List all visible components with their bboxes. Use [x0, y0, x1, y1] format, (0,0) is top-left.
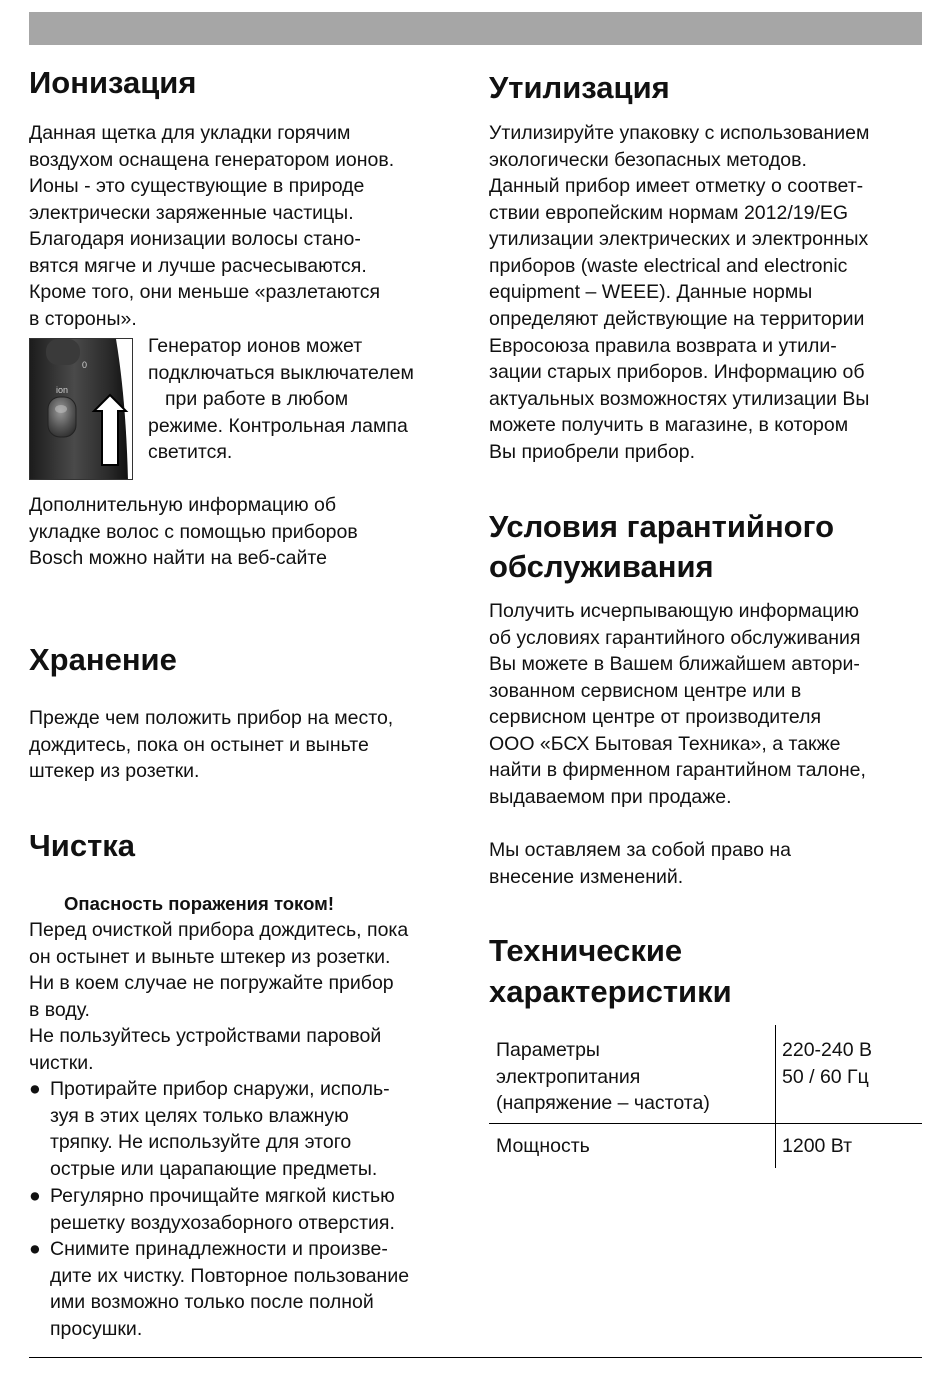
- heading-line: Условия гарантийного: [489, 509, 835, 544]
- text-line: сервисном центре от производителя: [489, 706, 822, 728]
- text-line: Получить исчерпывающую информацию: [489, 600, 859, 622]
- text-line: Вы приобрели прибор.: [489, 441, 696, 463]
- footer-rule: [29, 1357, 922, 1358]
- text-line: Благодаря ионизации волосы стано-: [29, 228, 361, 250]
- spec-value: 220-240 В: [782, 1039, 872, 1061]
- text-line: зации старых приборов. Информацию об: [489, 361, 865, 383]
- text-line: внесение изменений.: [489, 866, 684, 888]
- text-line: Вы можете в Вашем ближайшем автори-: [489, 653, 860, 675]
- text-line: светится.: [148, 441, 233, 463]
- text-line: вятся мягче и лучше расчесываются.: [29, 255, 367, 277]
- text-line: Дополнительную информацию об: [29, 494, 337, 516]
- spec-label: электропитания: [496, 1066, 641, 1088]
- spec-value: 1200 Вт: [782, 1135, 853, 1157]
- text-line: Bosch можно найти на веб-сайте: [29, 547, 327, 569]
- text-line: найти в фирменном гарантийном талоне,: [489, 759, 866, 781]
- text-line: ими возможно только после полной: [50, 1291, 374, 1313]
- spec-label: Параметры: [496, 1039, 600, 1061]
- text-line: зуя в этих целях только влажную: [50, 1105, 349, 1127]
- text-line: острые или царапающие предметы.: [50, 1158, 378, 1180]
- text-line: Перед очисткой прибора дождитесь, пока: [29, 919, 409, 941]
- text-line: тряпку. Не используйте для этого: [50, 1131, 352, 1153]
- text-line: актуальных возможностях утилизации Вы: [489, 388, 870, 410]
- spec-value: 50 / 60 Гц: [782, 1066, 869, 1088]
- power-mark: 0: [82, 360, 88, 370]
- text-line: Генератор ионов может: [148, 335, 363, 357]
- text-line: экологически безопасных методов.: [489, 149, 807, 171]
- text-line: режиме. Контрольная лампа: [148, 415, 408, 437]
- row-divider: [489, 1123, 922, 1124]
- text-line: equipment – WEEE). Данные нормы: [489, 281, 813, 303]
- text-line: электрически заряженные частицы.: [29, 202, 354, 224]
- text-line: дождитесь, пока он остынет и выньте: [29, 734, 369, 756]
- text-line: определяют действующие на территории: [489, 308, 865, 330]
- text-line: просушки.: [50, 1318, 143, 1340]
- text-line: Ни в коем случае не погружайте прибор: [29, 972, 394, 994]
- text-line: Снимите принадлежности и произве-: [50, 1238, 388, 1260]
- text-line: подключаться выключателем: [148, 362, 414, 384]
- hair-brush-handle-image: [30, 339, 133, 480]
- heading-line: обслуживания: [489, 549, 714, 584]
- text-line: Ионы - это существующие в природе: [29, 175, 365, 197]
- ion-label: ion: [56, 385, 69, 395]
- text-line: можете получить в магазине, в котором: [489, 414, 849, 436]
- text-line: Не пользуйтесь устройствами паровой: [29, 1025, 382, 1047]
- storage-title: Хранение: [29, 642, 177, 677]
- ion-switch-illustration: [29, 338, 133, 480]
- text-line: утилизации электрических и электронных: [489, 228, 869, 250]
- text-line: зованном сервисном центре или в: [489, 680, 802, 702]
- spec-label: (напряжение – частота): [496, 1092, 710, 1114]
- electric-shock-warning: Опасность поражения током!: [64, 893, 334, 914]
- spec-label: Мощность: [496, 1135, 590, 1157]
- text-line: выдаваемом при продаже.: [489, 786, 732, 808]
- column-divider: [775, 1025, 776, 1168]
- text-line: ООО «БСХ Бытовая Техника», а также: [489, 733, 841, 755]
- text-line: Прежде чем положить прибор на место,: [29, 707, 394, 729]
- text-line: штекер из розетки.: [29, 760, 200, 782]
- text-line: дите их чистку. Повторное пользование: [50, 1265, 410, 1287]
- text-line: об условиях гарантийного обслуживания: [489, 627, 861, 649]
- text-line: укладке волос с помощью приборов: [29, 521, 358, 543]
- text-line: ствии европейским нормам 2012/19/EG: [489, 202, 849, 224]
- text-line: при работе в любом: [165, 388, 349, 410]
- specs-table: [489, 1025, 922, 1168]
- ionization-title: Ионизация: [29, 65, 197, 100]
- bullet-icon: ●: [29, 1078, 41, 1100]
- heading-line: характеристики: [489, 974, 732, 1009]
- text-line: чистки.: [29, 1052, 94, 1074]
- text-line: Данный прибор имеет отметку о соответ-: [489, 175, 864, 197]
- text-line: Мы оставляем за собой право на: [489, 839, 791, 861]
- header-bar: [29, 12, 922, 45]
- cleaning-title: Чистка: [29, 828, 136, 863]
- disposal-title: Утилизация: [489, 70, 670, 105]
- text-line: в воду.: [29, 999, 90, 1021]
- text-line: Данная щетка для укладки горячим: [29, 122, 351, 144]
- text-line: решетку воздухозаборного отверстия.: [50, 1212, 395, 1234]
- text-line: приборов (waste electrical and electronic: [489, 255, 848, 277]
- text-line: Евросоюза правила возврата и утили-: [489, 335, 837, 357]
- text-line: Кроме того, они меньше «разлетаются: [29, 281, 381, 303]
- text-line: он остынет и выньте штекер из розетки.: [29, 946, 391, 968]
- text-line: Утилизируйте упаковку с использованием: [489, 122, 870, 144]
- text-line: в стороны».: [29, 308, 137, 330]
- text-line: воздухом оснащена генератором ионов.: [29, 149, 395, 171]
- bullet-icon: ●: [29, 1238, 41, 1260]
- text-line: Регулярно прочищайте мягкой кистью: [50, 1185, 395, 1207]
- text-line: Протирайте прибор снаружи, исполь-: [50, 1078, 390, 1100]
- heading-line: Технические: [489, 933, 683, 968]
- bullet-icon: ●: [29, 1185, 41, 1207]
